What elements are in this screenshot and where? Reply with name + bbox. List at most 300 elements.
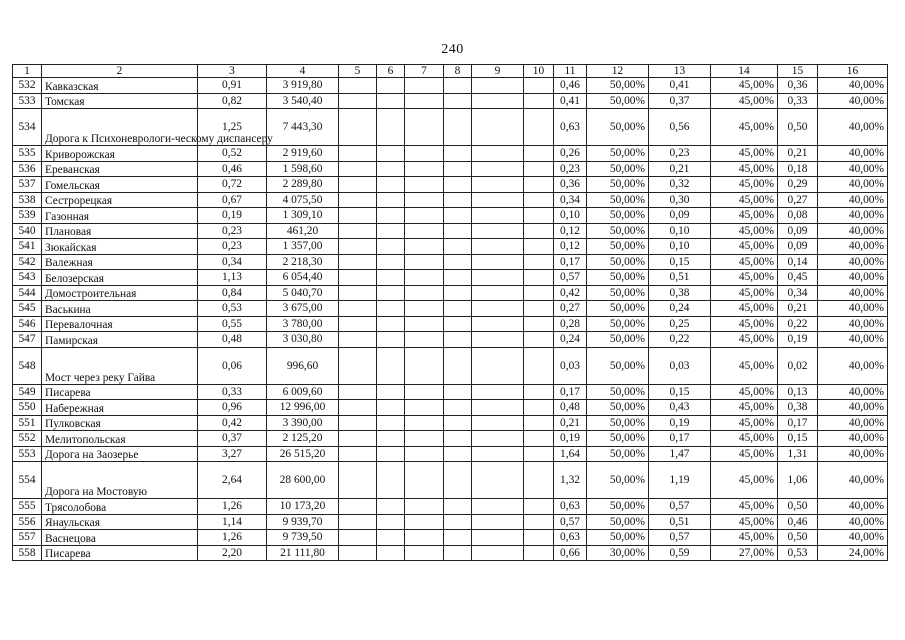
percent-cell-12: 50,00%: [587, 192, 649, 208]
row-number-cell: 535: [13, 146, 42, 162]
value-cell-6: [377, 270, 405, 286]
row-number-cell: 539: [13, 208, 42, 224]
percent-cell-14: 45,00%: [711, 177, 778, 193]
row-number-cell: 554: [13, 462, 42, 499]
value-cell-10: [524, 285, 554, 301]
value-cell-8: [444, 384, 472, 400]
value-cell-13: 0,09: [649, 208, 711, 224]
value-cell-6: [377, 109, 405, 146]
percent-cell-16: 40,00%: [818, 347, 888, 384]
value-cell-3: 0,37: [198, 431, 267, 447]
value-cell-10: [524, 146, 554, 162]
percent-cell-14: 45,00%: [711, 415, 778, 431]
road-name-cell: Писарева: [42, 545, 198, 561]
road-name-cell: Ереванская: [42, 161, 198, 177]
value-cell-11: 0,03: [554, 347, 587, 384]
value-cell-5: [339, 347, 377, 384]
value-cell-15: 0,09: [778, 223, 818, 239]
value-cell-11: 0,36: [554, 177, 587, 193]
value-cell-3: 0,72: [198, 177, 267, 193]
value-cell-13: 1,19: [649, 462, 711, 499]
value-cell-13: 0,32: [649, 177, 711, 193]
value-cell-13: 0,57: [649, 530, 711, 546]
value-cell-8: [444, 499, 472, 515]
table-row: [13, 161, 888, 177]
value-cell-9: [472, 347, 524, 384]
percent-cell-14: 45,00%: [711, 146, 778, 162]
value-cell-11: 0,63: [554, 499, 587, 515]
percent-cell-12: 50,00%: [587, 285, 649, 301]
value-cell-13: 0,51: [649, 270, 711, 286]
row-number-cell: 551: [13, 415, 42, 431]
value-cell-13: 1,47: [649, 446, 711, 462]
value-cell-13: 0,21: [649, 161, 711, 177]
value-cell-15: 1,06: [778, 462, 818, 499]
value-cell-8: [444, 78, 472, 94]
value-cell-9: [472, 384, 524, 400]
percent-cell-12: 50,00%: [587, 146, 649, 162]
column-header-5: 5: [339, 65, 377, 78]
table-row: [13, 384, 888, 400]
percent-cell-14: 45,00%: [711, 462, 778, 499]
data-table: [12, 64, 888, 561]
value-cell-11: 1,32: [554, 462, 587, 499]
value-cell-15: 0,46: [778, 514, 818, 530]
value-cell-6: [377, 415, 405, 431]
value-cell-6: [377, 208, 405, 224]
value-cell-6: [377, 499, 405, 515]
row-number-cell: 545: [13, 301, 42, 317]
value-cell-6: [377, 301, 405, 317]
value-cell-9: [472, 223, 524, 239]
value-cell-7: [405, 400, 444, 416]
percent-cell-16: 40,00%: [818, 462, 888, 499]
value-cell-8: [444, 530, 472, 546]
value-cell-15: 0,02: [778, 347, 818, 384]
row-number-cell: 547: [13, 332, 42, 348]
percent-cell-14: 45,00%: [711, 161, 778, 177]
value-cell-5: [339, 431, 377, 447]
percent-cell-16: 24,00%: [818, 545, 888, 561]
value-cell-6: [377, 161, 405, 177]
value-cell-4: 9 939,70: [267, 514, 339, 530]
value-cell-11: 0,27: [554, 301, 587, 317]
column-header-4: 4: [267, 65, 339, 78]
value-cell-6: [377, 545, 405, 561]
value-cell-6: [377, 332, 405, 348]
value-cell-6: [377, 514, 405, 530]
percent-cell-16: 40,00%: [818, 239, 888, 255]
value-cell-4: 26 515,20: [267, 446, 339, 462]
percent-cell-12: 50,00%: [587, 301, 649, 317]
column-header-15: 15: [778, 65, 818, 78]
value-cell-5: [339, 93, 377, 109]
value-cell-9: [472, 545, 524, 561]
value-cell-11: 0,41: [554, 93, 587, 109]
value-cell-13: 0,24: [649, 301, 711, 317]
percent-cell-14: 45,00%: [711, 384, 778, 400]
value-cell-9: [472, 514, 524, 530]
value-cell-15: 0,50: [778, 109, 818, 146]
value-cell-13: 0,15: [649, 384, 711, 400]
percent-cell-12: 50,00%: [587, 177, 649, 193]
table-row: [13, 78, 888, 94]
column-header-3: 3: [198, 65, 267, 78]
row-number-cell: 558: [13, 545, 42, 561]
percent-cell-16: 40,00%: [818, 161, 888, 177]
road-name-cell: Домостроительная: [42, 285, 198, 301]
value-cell-3: 0,84: [198, 285, 267, 301]
value-cell-10: [524, 514, 554, 530]
value-cell-11: 0,42: [554, 285, 587, 301]
value-cell-4: 3 030,80: [267, 332, 339, 348]
value-cell-13: 0,15: [649, 254, 711, 270]
value-cell-5: [339, 146, 377, 162]
value-cell-7: [405, 301, 444, 317]
value-cell-3: 0,55: [198, 316, 267, 332]
value-cell-8: [444, 223, 472, 239]
value-cell-9: [472, 285, 524, 301]
percent-cell-16: 40,00%: [818, 530, 888, 546]
value-cell-10: [524, 239, 554, 255]
value-cell-15: 0,14: [778, 254, 818, 270]
road-name-cell: Дорога на Мостовую: [42, 462, 198, 499]
value-cell-15: 0,50: [778, 499, 818, 515]
value-cell-13: 0,56: [649, 109, 711, 146]
value-cell-3: 0,48: [198, 332, 267, 348]
percent-cell-14: 45,00%: [711, 93, 778, 109]
value-cell-4: 28 600,00: [267, 462, 339, 499]
percent-cell-12: 50,00%: [587, 78, 649, 94]
row-number-cell: 553: [13, 446, 42, 462]
value-cell-4: 4 075,50: [267, 192, 339, 208]
percent-cell-14: 45,00%: [711, 400, 778, 416]
road-name-cell: Янаульская: [42, 514, 198, 530]
value-cell-11: 0,10: [554, 208, 587, 224]
value-cell-5: [339, 223, 377, 239]
percent-cell-14: 45,00%: [711, 270, 778, 286]
value-cell-13: 0,19: [649, 415, 711, 431]
value-cell-4: 9 739,50: [267, 530, 339, 546]
row-number-cell: 555: [13, 499, 42, 515]
value-cell-3: 0,46: [198, 161, 267, 177]
percent-cell-16: 40,00%: [818, 109, 888, 146]
row-number-cell: 549: [13, 384, 42, 400]
column-header-13: 13: [649, 65, 711, 78]
road-name-cell: Васькина: [42, 301, 198, 317]
column-header-7: 7: [405, 65, 444, 78]
value-cell-4: 3 780,00: [267, 316, 339, 332]
value-cell-11: 0,12: [554, 223, 587, 239]
row-number-cell: 536: [13, 161, 42, 177]
value-cell-8: [444, 545, 472, 561]
row-number-cell: 544: [13, 285, 42, 301]
percent-cell-14: 45,00%: [711, 223, 778, 239]
value-cell-6: [377, 530, 405, 546]
value-cell-13: 0,43: [649, 400, 711, 416]
table-row: [13, 530, 888, 546]
table-row: [13, 254, 888, 270]
percent-cell-14: 45,00%: [711, 254, 778, 270]
value-cell-7: [405, 223, 444, 239]
value-cell-3: 0,52: [198, 146, 267, 162]
value-cell-4: 12 996,00: [267, 400, 339, 416]
value-cell-9: [472, 177, 524, 193]
percent-cell-12: 50,00%: [587, 254, 649, 270]
column-header-2: 2: [42, 65, 198, 78]
percent-cell-14: 27,00%: [711, 545, 778, 561]
percent-cell-14: 45,00%: [711, 239, 778, 255]
column-header-1: 1: [13, 65, 42, 78]
percent-cell-14: 45,00%: [711, 208, 778, 224]
value-cell-10: [524, 415, 554, 431]
value-cell-9: [472, 415, 524, 431]
road-name-cell: Томская: [42, 93, 198, 109]
value-cell-10: [524, 400, 554, 416]
percent-cell-16: 40,00%: [818, 177, 888, 193]
column-header-10: 10: [524, 65, 554, 78]
value-cell-15: 0,17: [778, 415, 818, 431]
value-cell-3: 0,19: [198, 208, 267, 224]
value-cell-3: 0,34: [198, 254, 267, 270]
value-cell-5: [339, 462, 377, 499]
value-cell-6: [377, 446, 405, 462]
value-cell-6: [377, 400, 405, 416]
value-cell-5: [339, 530, 377, 546]
value-cell-11: 0,63: [554, 530, 587, 546]
table-body: [13, 65, 888, 561]
road-name-cell: Газонная: [42, 208, 198, 224]
value-cell-10: [524, 545, 554, 561]
value-cell-5: [339, 415, 377, 431]
value-cell-13: 0,41: [649, 78, 711, 94]
value-cell-9: [472, 109, 524, 146]
value-cell-9: [472, 93, 524, 109]
percent-cell-16: 40,00%: [818, 514, 888, 530]
value-cell-6: [377, 254, 405, 270]
value-cell-3: 1,26: [198, 499, 267, 515]
row-number-cell: 540: [13, 223, 42, 239]
column-header-11: 11: [554, 65, 587, 78]
table-row: [13, 332, 888, 348]
table-row: [13, 146, 888, 162]
value-cell-9: [472, 270, 524, 286]
value-cell-9: [472, 192, 524, 208]
value-cell-15: 0,09: [778, 239, 818, 255]
value-cell-11: 1,64: [554, 446, 587, 462]
value-cell-15: 0,45: [778, 270, 818, 286]
value-cell-11: 0,26: [554, 146, 587, 162]
percent-cell-16: 40,00%: [818, 78, 888, 94]
value-cell-3: 0,23: [198, 239, 267, 255]
value-cell-3: 0,82: [198, 93, 267, 109]
value-cell-9: [472, 499, 524, 515]
value-cell-15: 0,18: [778, 161, 818, 177]
column-header-12: 12: [587, 65, 649, 78]
value-cell-10: [524, 78, 554, 94]
value-cell-8: [444, 431, 472, 447]
value-cell-15: 0,36: [778, 78, 818, 94]
percent-cell-14: 45,00%: [711, 316, 778, 332]
percent-cell-16: 40,00%: [818, 223, 888, 239]
column-header-9: 9: [472, 65, 524, 78]
value-cell-15: 0,13: [778, 384, 818, 400]
percent-cell-16: 40,00%: [818, 270, 888, 286]
value-cell-9: [472, 400, 524, 416]
value-cell-8: [444, 415, 472, 431]
value-cell-3: 0,96: [198, 400, 267, 416]
percent-cell-12: 50,00%: [587, 400, 649, 416]
table-row: [13, 223, 888, 239]
road-name-cell: Белозерская: [42, 270, 198, 286]
value-cell-13: 0,17: [649, 431, 711, 447]
value-cell-11: 0,24: [554, 332, 587, 348]
value-cell-6: [377, 239, 405, 255]
value-cell-13: 0,10: [649, 239, 711, 255]
table-row: [13, 239, 888, 255]
value-cell-5: [339, 316, 377, 332]
page-number: 240: [441, 42, 464, 57]
value-cell-8: [444, 446, 472, 462]
value-cell-4: 3 919,80: [267, 78, 339, 94]
value-cell-9: [472, 239, 524, 255]
percent-cell-12: 50,00%: [587, 530, 649, 546]
value-cell-10: [524, 93, 554, 109]
value-cell-4: 2 919,60: [267, 146, 339, 162]
road-name-cell: Дорога к Психоневрологи-ческому диспансеру: [42, 109, 198, 146]
percent-cell-16: 40,00%: [818, 208, 888, 224]
value-cell-10: [524, 530, 554, 546]
value-cell-6: [377, 192, 405, 208]
percent-cell-16: 40,00%: [818, 93, 888, 109]
value-cell-7: [405, 415, 444, 431]
value-cell-8: [444, 285, 472, 301]
value-cell-11: 0,28: [554, 316, 587, 332]
table-row: [13, 208, 888, 224]
value-cell-9: [472, 530, 524, 546]
value-cell-5: [339, 499, 377, 515]
percent-cell-16: 40,00%: [818, 446, 888, 462]
value-cell-7: [405, 530, 444, 546]
value-cell-8: [444, 109, 472, 146]
value-cell-15: 0,22: [778, 316, 818, 332]
percent-cell-14: 45,00%: [711, 78, 778, 94]
row-number-cell: 552: [13, 431, 42, 447]
percent-cell-16: 40,00%: [818, 384, 888, 400]
value-cell-11: 0,57: [554, 270, 587, 286]
value-cell-9: [472, 78, 524, 94]
percent-cell-14: 45,00%: [711, 301, 778, 317]
value-cell-9: [472, 254, 524, 270]
percent-cell-12: 50,00%: [587, 109, 649, 146]
value-cell-13: 0,22: [649, 332, 711, 348]
value-cell-6: [377, 93, 405, 109]
value-cell-15: 0,08: [778, 208, 818, 224]
percent-cell-14: 45,00%: [711, 514, 778, 530]
road-name-cell: Дорога на Заозерье: [42, 446, 198, 462]
value-cell-10: [524, 208, 554, 224]
value-cell-15: 0,19: [778, 332, 818, 348]
percent-cell-12: 50,00%: [587, 161, 649, 177]
value-cell-7: [405, 316, 444, 332]
road-name-cell: Зюкайская: [42, 239, 198, 255]
value-cell-4: 3 390,00: [267, 415, 339, 431]
value-cell-10: [524, 462, 554, 499]
value-cell-8: [444, 161, 472, 177]
value-cell-5: [339, 161, 377, 177]
value-cell-3: 1,13: [198, 270, 267, 286]
table-row: [13, 347, 888, 384]
percent-cell-12: 50,00%: [587, 239, 649, 255]
value-cell-4: 6 054,40: [267, 270, 339, 286]
value-cell-7: [405, 285, 444, 301]
percent-cell-16: 40,00%: [818, 316, 888, 332]
percent-cell-14: 45,00%: [711, 499, 778, 515]
value-cell-13: 0,51: [649, 514, 711, 530]
percent-cell-16: 40,00%: [818, 254, 888, 270]
value-cell-4: 2 218,30: [267, 254, 339, 270]
table-row: [13, 270, 888, 286]
value-cell-13: 0,10: [649, 223, 711, 239]
percent-cell-12: 50,00%: [587, 446, 649, 462]
value-cell-6: [377, 431, 405, 447]
value-cell-7: [405, 514, 444, 530]
value-cell-10: [524, 192, 554, 208]
value-cell-3: 1,26: [198, 530, 267, 546]
table-row: [13, 545, 888, 561]
column-header-14: 14: [711, 65, 778, 78]
value-cell-13: 0,57: [649, 499, 711, 515]
value-cell-8: [444, 347, 472, 384]
percent-cell-16: 40,00%: [818, 332, 888, 348]
value-cell-15: 0,21: [778, 301, 818, 317]
value-cell-5: [339, 239, 377, 255]
percent-cell-12: 50,00%: [587, 514, 649, 530]
table-row: [13, 462, 888, 499]
table-row: [13, 499, 888, 515]
percent-cell-12: 50,00%: [587, 462, 649, 499]
road-name-cell: Памирская: [42, 332, 198, 348]
value-cell-8: [444, 462, 472, 499]
table-row: [13, 93, 888, 109]
percent-cell-12: 50,00%: [587, 208, 649, 224]
row-number-cell: 533: [13, 93, 42, 109]
value-cell-7: [405, 499, 444, 515]
row-number-cell: 538: [13, 192, 42, 208]
value-cell-7: [405, 545, 444, 561]
table-row: [13, 446, 888, 462]
value-cell-4: 6 009,60: [267, 384, 339, 400]
value-cell-10: [524, 431, 554, 447]
value-cell-5: [339, 109, 377, 146]
value-cell-15: 0,38: [778, 400, 818, 416]
percent-cell-14: 45,00%: [711, 431, 778, 447]
value-cell-9: [472, 446, 524, 462]
row-number-cell: 543: [13, 270, 42, 286]
value-cell-15: 0,15: [778, 431, 818, 447]
value-cell-4: 3 675,00: [267, 301, 339, 317]
table-row: [13, 109, 888, 146]
road-name-cell: Мелитопольская: [42, 431, 198, 447]
value-cell-4: 996,60: [267, 347, 339, 384]
percent-cell-14: 45,00%: [711, 285, 778, 301]
value-cell-4: 7 443,30: [267, 109, 339, 146]
value-cell-15: 0,33: [778, 93, 818, 109]
value-cell-10: [524, 177, 554, 193]
table-row: [13, 192, 888, 208]
percent-cell-12: 50,00%: [587, 332, 649, 348]
value-cell-4: 1 598,60: [267, 161, 339, 177]
